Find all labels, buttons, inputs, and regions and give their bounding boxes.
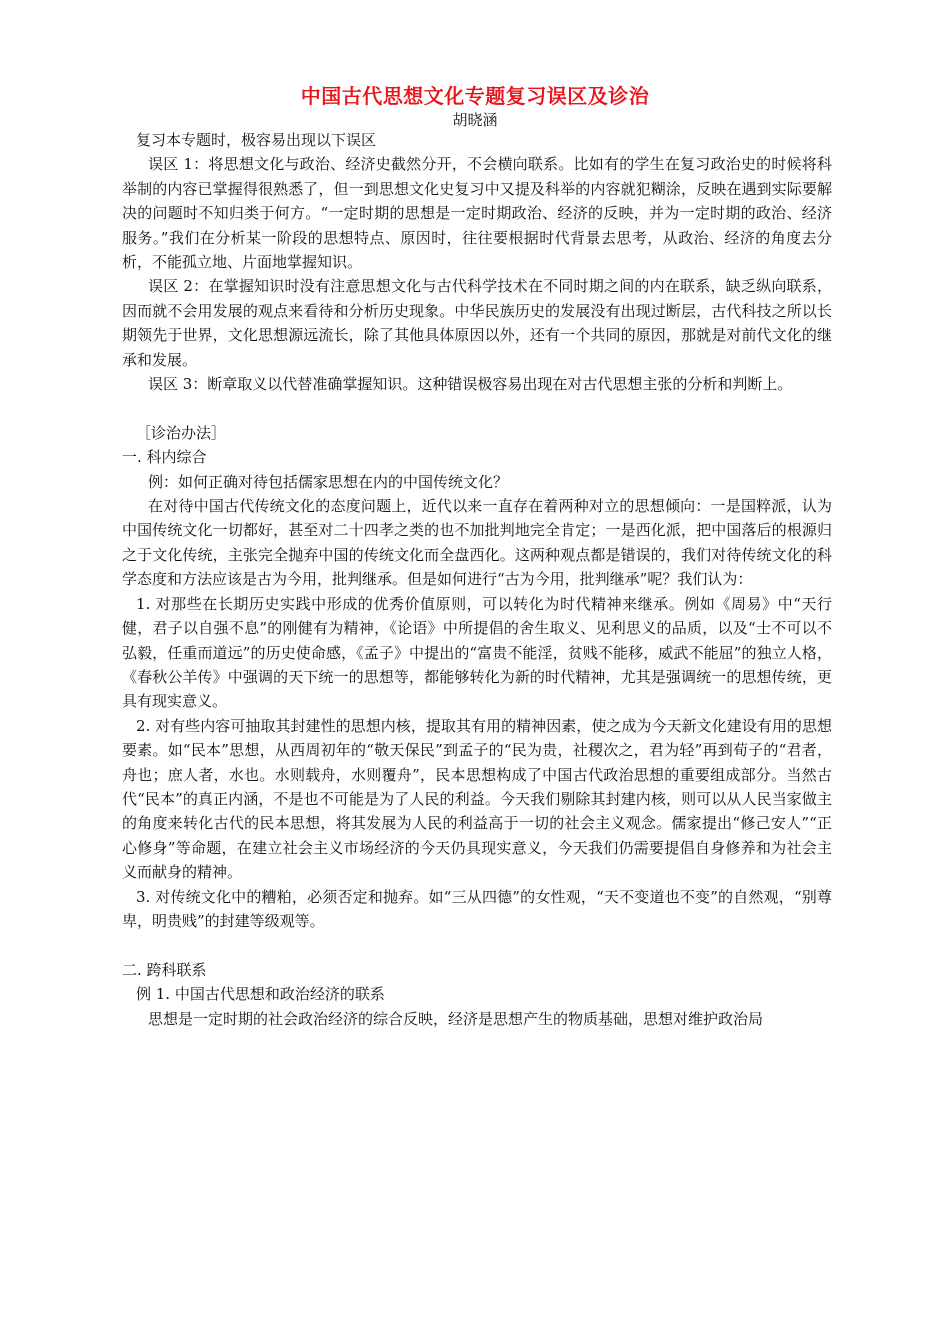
mistake-2-paragraph: 误区 2：在掌握知识时没有注意思想文化与古代科学技术在不同时期之间的内在联系，缺乏纵向联系，因而就不会用发展的观点来看待和分析历史现象。中华民族历史的发展没有出现过断层，古代科技之所以长期领先于世界，文化思想源远流长，除了其他具体原因以外，还有一个共同的原因，那就是对前代文化的继承和发展。 [122,277,832,369]
section-1-heading: 一. 科内综合 [122,448,207,467]
remedy-heading: ［诊治办法］ [136,423,227,442]
section-2-paragraph: 思想是一定时期的社会政治经济的综合反映，经济是思想产生的物质基础，思想对维护政治局 [148,1009,764,1028]
mistake-3-paragraph: 误区 3：断章取义以代替准确掌握知识。这种错误极容易出现在对古代思想主张的分析和判断上。 [148,375,793,394]
section-2-heading: 二. 跨科联系 [122,960,207,979]
section-2-example: 例 1. 中国古代思想和政治经济的联系 [136,985,385,1004]
point-3-paragraph: 3. 对传统文化中的糟粕，必须否定和抛弃。如“三从四德”的女性观，“天不变道也不变”的自然观，“别尊卑，明贵贱”的封建等级观等。 [122,887,832,930]
mistake-1-paragraph: 误区 1：将思想文化与政治、经济史截然分开，不会横向联系。比如有的学生在复习政治史的时候将科举制的内容已掌握得很熟悉了，但一到思想文化史复习中又提及科举的内容就犯糊涂，反映在遇到实际要解决的问题时不知归类于何方。“一定时期的思想是一定时期政治、经济的反映，并为一定时期的政治、经济服务。”我们在分析某一阶段的思想特点、原因时，往往要根据时代背景去思考，从政治、经济的角度去分析，不能孤立地、片面地掌握知识。 [122,155,832,272]
document-title: 中国古代思想文化专题复习误区及诊治 [300,84,650,108]
point-2-paragraph: 2. 对有些内容可抽取其封建性的思想内核，提取其有用的精神因素，使之成为今天新文化建设有用的思想要素。如“民本”思想，从西周初年的“敬天保民”到孟子的“民为贵，社稷次之，君为轻”再到荀子的“君者，舟也；庶人者，水也。水则载舟，水则覆舟”，民本思想构成了中国古代政治思想的重要组成部分。当然古代“民本”的真正内涵，不是也不可能是为了人民的利益。今天我们剔除其封建内核，则可以从人民当家做主的角度来转化古代的民本思想，将其发展为人民的利益高于一切的社会主义观念。儒家提出“修己安人”“正心修身”等命题，在建立社会主义市场经济的今天仍具现实意义，今天我们仍需要提倡自身修养和为社会主义而献身的精神。 [122,716,832,882]
point-1-paragraph: 1. 对那些在长期历史实践中形成的优秀价值原则，可以转化为时代精神来继承。例如《周易》中“天行健，君子以自强不息”的刚健有为精神，《论语》中所提倡的舍生取义、见利思义的品质，以及“士不可以不弘毅，任重而道远”的历史使命感，《孟子》中提出的“富贵不能淫，贫贱不能移，威武不能屈”的独立人格，《春秋公羊传》中强调的天下统一的思想等，都能够转化为新的时代精神，尤其是强调统一的思想传统，更具有现实意义。 [122,594,832,711]
intro-paragraph: 复习本专题时，极容易出现以下误区 [136,131,377,149]
section-1-example: 例：如何正确对待包括儒家思想在内的中国传统文化？ [148,472,509,491]
spacer [122,396,832,420]
document-body [122,128,832,1031]
spacer [122,933,832,957]
author-name: 胡晓涵 [452,111,498,129]
section-1-paragraph: 在对待中国古代传统文化的态度问题上，近代以来一直存在着两种对立的思想倾向：一是国粹派，认为中国传统文化一切都好，甚至对二十四孝之类的也不加批判地完全肯定；一是西化派，把中国落后的根源归之于文化传统，主张完全抛弃中国的传统文化而全盘西化。这两种观点都是错误的，我们对待传统文化的科学态度和方法应该是古为今用，批判继承。但是如何进行“古为今用，批判继承”呢？我们认为： [122,497,832,589]
